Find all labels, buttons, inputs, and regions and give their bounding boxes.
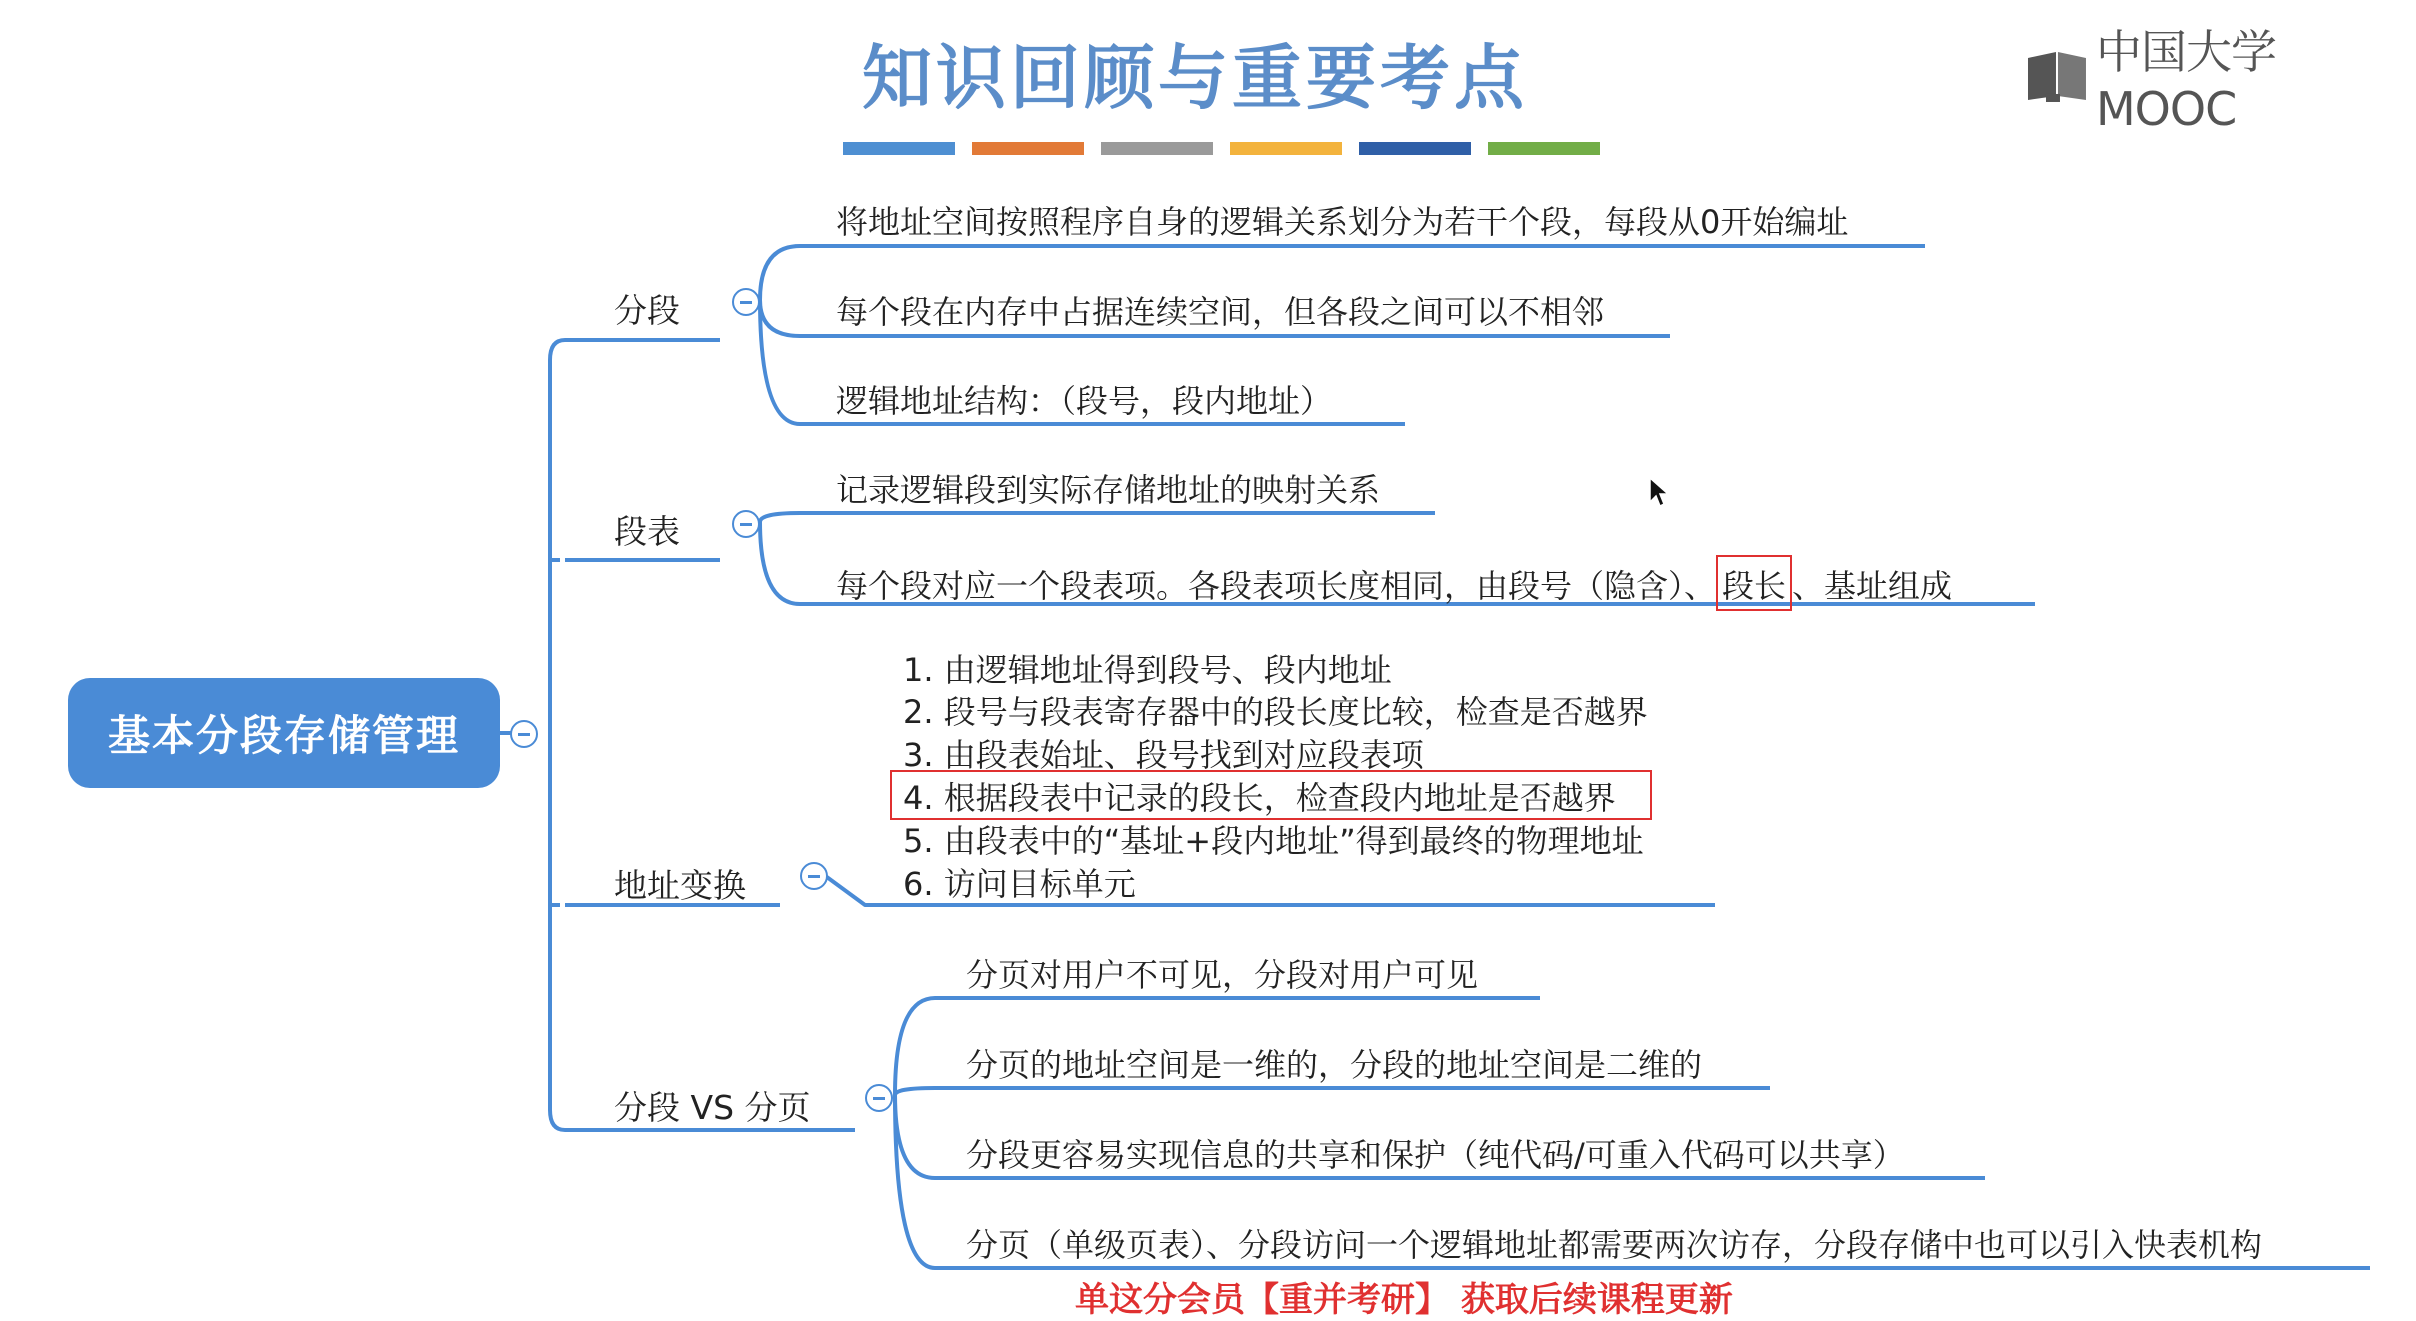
root-node[interactable]: 基本分段存储管理 (68, 678, 500, 788)
compare-item-3: 分段更容易实现信息的共享和保护（纯代码/可重入代码可以共享） (966, 1136, 1905, 1174)
segment-length-highlight: 段长 (1716, 555, 1792, 611)
branch-segment[interactable]: 分段 (614, 291, 680, 330)
branch-segment-table[interactable]: 段表 (614, 512, 680, 551)
root-collapse-icon[interactable] (510, 720, 538, 748)
branch-segment-vs-page[interactable]: 分段 VS 分页 (614, 1088, 811, 1127)
segment-item-3: 逻辑地址结构：（段号，段内地址） (836, 382, 1333, 420)
compare-item-1: 分页对用户不可见，分段对用户可见 (966, 956, 1479, 994)
compare-item-4: 分页（单级页表）、分段访问一个逻辑地址都需要两次访存，分段存储中也可以引入快表机构 (966, 1226, 2263, 1264)
branch-address-translation[interactable]: 地址变换 (614, 866, 746, 905)
segment-table-item-1: 记录逻辑段到实际存储地址的映射关系 (836, 471, 1381, 509)
mouse-cursor-icon (1648, 476, 1670, 510)
translation-step-6: 6. 访问目标单元 (903, 865, 1136, 903)
compare-item-2: 分页的地址空间是一维的，分段的地址空间是二维的 (966, 1046, 1703, 1084)
translation-step-5: 5. 由段表中的“基址+段内地址”得到最终的物理地址 (903, 822, 1644, 860)
translation-step-2: 2. 段号与段表寄存器中的段长度比较，检查是否越界 (903, 693, 1648, 731)
segment-table-item-2-suffix: 、基址组成 (1792, 567, 1953, 605)
segment-table-item-2-prefix: 每个段对应一个段表项。各段表项长度相同，由段号（隐含）、 (836, 567, 1717, 605)
page-title: 知识回顾与重要考点 (862, 36, 1528, 119)
segment-table-item-2 (836, 555, 1952, 611)
logo-text: 中国大学MOOC (2095, 25, 2276, 136)
segment-collapse-icon[interactable] (732, 288, 760, 316)
address-translation-collapse-icon[interactable] (800, 862, 828, 890)
footer-red-text: 单这分会员【重并考研】 获取后续课程更新 (1075, 1280, 1733, 1320)
translation-step-3: 3. 由段表始址、段号找到对应段表项 (903, 736, 1424, 774)
segment-table-collapse-icon[interactable] (732, 510, 760, 538)
compare-collapse-icon[interactable] (865, 1084, 893, 1112)
segment-item-2: 每个段在内存中占据连续空间，但各段之间可以不相邻 (836, 293, 1605, 331)
translation-step-1: 1. 由逻辑地址得到段号、段内地址 (903, 651, 1392, 689)
translation-step-4: 4. 根据段表中记录的段长，检查段内地址是否越界 (903, 779, 1616, 817)
segment-item-1: 将地址空间按照程序自身的逻辑关系划分为若干个段，每段从0开始编址 (836, 203, 1849, 241)
